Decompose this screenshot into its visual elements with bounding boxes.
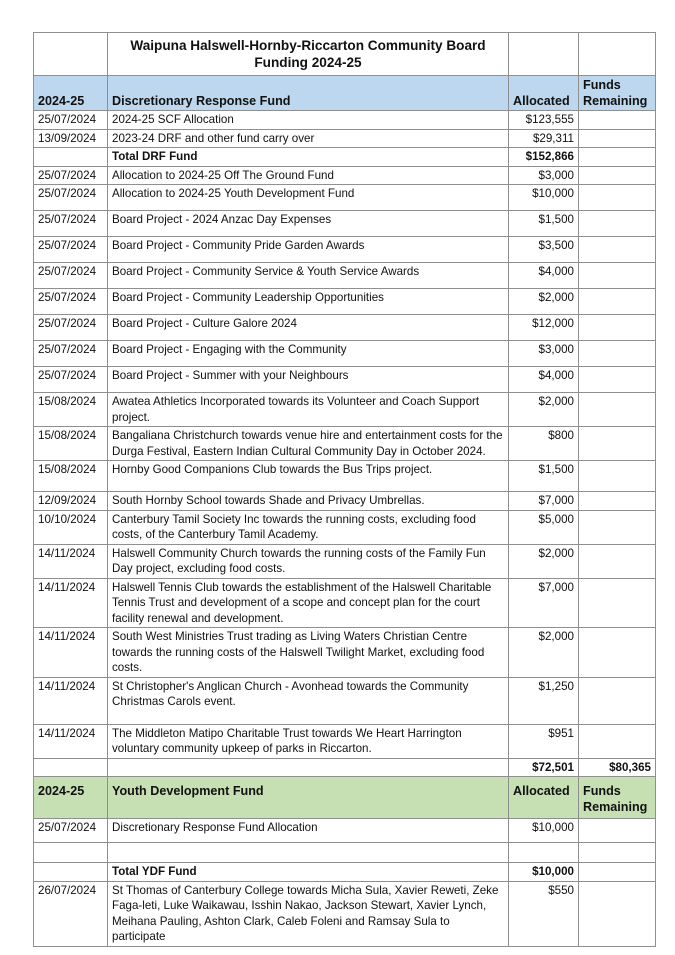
row-amount: $7,000 bbox=[509, 492, 579, 511]
title-line-1: Waipuna Halswell-Hornby-Riccarton Community Board bbox=[130, 38, 486, 53]
row-remaining bbox=[579, 724, 656, 758]
blank-cell bbox=[579, 148, 656, 167]
row-date: 25/07/2024 bbox=[34, 237, 108, 263]
drf-summary-allocated: $72,501 bbox=[509, 758, 579, 777]
blank-cell bbox=[34, 148, 108, 167]
row-remaining bbox=[579, 544, 656, 578]
drf-header-allocated: Allocated bbox=[509, 76, 579, 111]
row-remaining bbox=[579, 427, 656, 461]
blank-cell bbox=[34, 758, 108, 777]
row-description: Halswell Community Church towards the running costs of the Family Fun Day project, excluding food costs. bbox=[108, 544, 509, 578]
row-amount: $1,500 bbox=[509, 211, 579, 237]
row-date: 26/07/2024 bbox=[34, 881, 108, 946]
blank-cell bbox=[34, 843, 108, 863]
row-description: Halswell Tennis Club towards the establishment of the Halswell Charitable Tennis Trust and development of a scope and concept plan for the court facility renewal and development. bbox=[108, 578, 509, 628]
row-description: Hornby Good Companions Club towards the Bus Trips project. bbox=[108, 461, 509, 492]
row-remaining bbox=[579, 237, 656, 263]
blank-cell bbox=[509, 843, 579, 863]
row-amount: $7,000 bbox=[509, 578, 579, 628]
table-row bbox=[34, 289, 656, 315]
drf-header-row bbox=[34, 76, 656, 111]
ydf-total-label: Total YDF Fund bbox=[108, 863, 509, 882]
ydf-header-name: Youth Development Fund bbox=[108, 777, 509, 819]
row-description: The Middleton Matipo Charitable Trust towards We Heart Harrington voluntary community upkeep of parks in Riccarton. bbox=[108, 724, 509, 758]
table-row bbox=[34, 492, 656, 511]
row-amount: $10,000 bbox=[509, 185, 579, 211]
row-date: 14/11/2024 bbox=[34, 544, 108, 578]
page-title bbox=[108, 33, 509, 76]
table-row bbox=[34, 166, 656, 185]
row-amount: $951 bbox=[509, 724, 579, 758]
ydf-header-remaining: Funds Remaining bbox=[579, 777, 656, 819]
row-amount: $3,000 bbox=[509, 166, 579, 185]
blank-cell bbox=[509, 33, 579, 76]
row-date: 10/10/2024 bbox=[34, 510, 108, 544]
row-amount: $1,250 bbox=[509, 677, 579, 724]
row-remaining bbox=[579, 510, 656, 544]
row-description: Canterbury Tamil Society Inc towards the running costs, excluding food costs, of the Canterbury Tamil Academy. bbox=[108, 510, 509, 544]
row-amount: $2,000 bbox=[509, 544, 579, 578]
drf-total-amount: $152,866 bbox=[509, 148, 579, 167]
blank-cell bbox=[108, 843, 509, 863]
row-amount: $2,000 bbox=[509, 289, 579, 315]
table-row bbox=[34, 724, 656, 758]
table-row bbox=[34, 111, 656, 130]
ydf-total-amount: $10,000 bbox=[509, 863, 579, 882]
row-date: 14/11/2024 bbox=[34, 578, 108, 628]
row-remaining bbox=[579, 492, 656, 511]
drf-total-row bbox=[34, 148, 656, 167]
row-amount: $10,000 bbox=[509, 819, 579, 843]
row-date: 14/11/2024 bbox=[34, 724, 108, 758]
table-row bbox=[34, 237, 656, 263]
funding-table bbox=[33, 32, 656, 947]
row-description: St Christopher's Anglican Church - Avonhead towards the Community Christmas Carols event. bbox=[108, 677, 509, 724]
row-description: Board Project - Community Pride Garden Awards bbox=[108, 237, 509, 263]
row-date: 25/07/2024 bbox=[34, 185, 108, 211]
row-remaining bbox=[579, 881, 656, 946]
row-description: St Thomas of Canterbury College towards Micha Sula, Xavier Reweti, Zeke Faga-leti, Luke Waikawau, Isshin Nakao, Jackson Stewart, Xavier Lynch, Meihana Pauling, Ashton Clark, Caleb Foleni and Ramsay Sula to participate bbox=[108, 881, 509, 946]
row-amount: $4,000 bbox=[509, 367, 579, 393]
row-description: Bangaliana Christchurch towards venue hire and entertainment costs for the Durga Festival, Eastern Indian Cultural Community Day in October 2024. bbox=[108, 427, 509, 461]
row-date: 15/08/2024 bbox=[34, 461, 108, 492]
blank-cell bbox=[34, 33, 108, 76]
row-remaining bbox=[579, 289, 656, 315]
table-row bbox=[34, 881, 656, 946]
table-row bbox=[34, 185, 656, 211]
row-remaining bbox=[579, 677, 656, 724]
row-description: South West Ministries Trust trading as Living Waters Christian Centre towards the running costs of the Halswell Twilight Market, excluding food costs. bbox=[108, 628, 509, 678]
drf-header-remaining: Funds Remaining bbox=[579, 76, 656, 111]
row-remaining bbox=[579, 393, 656, 427]
row-date: 14/11/2024 bbox=[34, 628, 108, 678]
row-amount: $4,000 bbox=[509, 263, 579, 289]
row-description: South Hornby School towards Shade and Privacy Umbrellas. bbox=[108, 492, 509, 511]
table-row bbox=[34, 315, 656, 341]
row-date: 14/11/2024 bbox=[34, 677, 108, 724]
blank-cell bbox=[108, 758, 509, 777]
row-amount: $123,555 bbox=[509, 111, 579, 130]
row-description: Board Project - Culture Galore 2024 bbox=[108, 315, 509, 341]
row-amount: $12,000 bbox=[509, 315, 579, 341]
table-row bbox=[34, 367, 656, 393]
table-row bbox=[34, 544, 656, 578]
row-description: 2023-24 DRF and other fund carry over bbox=[108, 129, 509, 148]
ydf-total-row bbox=[34, 863, 656, 882]
blank-cell bbox=[579, 33, 656, 76]
table-row bbox=[34, 578, 656, 628]
row-description: Board Project - Engaging with the Community bbox=[108, 341, 509, 367]
row-date: 25/07/2024 bbox=[34, 819, 108, 843]
row-remaining bbox=[579, 263, 656, 289]
row-date: 25/07/2024 bbox=[34, 263, 108, 289]
row-date: 25/07/2024 bbox=[34, 211, 108, 237]
row-description: Discretionary Response Fund Allocation bbox=[108, 819, 509, 843]
blank-cell bbox=[34, 863, 108, 882]
row-amount: $3,500 bbox=[509, 237, 579, 263]
row-date: 25/07/2024 bbox=[34, 111, 108, 130]
row-description: Board Project - Community Leadership Opportunities bbox=[108, 289, 509, 315]
row-remaining bbox=[579, 578, 656, 628]
row-amount: $1,500 bbox=[509, 461, 579, 492]
drf-summary-remaining: $80,365 bbox=[579, 758, 656, 777]
row-remaining bbox=[579, 628, 656, 678]
row-date: 13/09/2024 bbox=[34, 129, 108, 148]
row-remaining bbox=[579, 185, 656, 211]
row-amount: $550 bbox=[509, 881, 579, 946]
ydf-header-allocated: Allocated bbox=[509, 777, 579, 819]
table-row bbox=[34, 263, 656, 289]
row-remaining bbox=[579, 341, 656, 367]
row-remaining bbox=[579, 315, 656, 341]
table-row bbox=[34, 677, 656, 724]
drf-total-label: Total DRF Fund bbox=[108, 148, 509, 167]
row-amount: $3,000 bbox=[509, 341, 579, 367]
table-row bbox=[34, 341, 656, 367]
row-amount: $29,311 bbox=[509, 129, 579, 148]
row-date: 25/07/2024 bbox=[34, 315, 108, 341]
row-description: Board Project - 2024 Anzac Day Expenses bbox=[108, 211, 509, 237]
row-description: 2024-25 SCF Allocation bbox=[108, 111, 509, 130]
table-row bbox=[34, 427, 656, 461]
row-description: Board Project - Summer with your Neighbours bbox=[108, 367, 509, 393]
empty-row bbox=[34, 843, 656, 863]
drf-summary-row bbox=[34, 758, 656, 777]
row-date: 25/07/2024 bbox=[34, 166, 108, 185]
row-remaining bbox=[579, 819, 656, 843]
row-date: 15/08/2024 bbox=[34, 393, 108, 427]
row-description: Awatea Athletics Incorporated towards its Volunteer and Coach Support project. bbox=[108, 393, 509, 427]
row-amount: $2,000 bbox=[509, 628, 579, 678]
row-description: Board Project - Community Service & Youth Service Awards bbox=[108, 263, 509, 289]
row-remaining bbox=[579, 461, 656, 492]
table-row bbox=[34, 819, 656, 843]
row-date: 25/07/2024 bbox=[34, 289, 108, 315]
table-row bbox=[34, 510, 656, 544]
table-row bbox=[34, 211, 656, 237]
row-remaining bbox=[579, 211, 656, 237]
row-amount: $5,000 bbox=[509, 510, 579, 544]
blank-cell bbox=[579, 863, 656, 882]
row-remaining bbox=[579, 166, 656, 185]
row-remaining bbox=[579, 367, 656, 393]
drf-header-name: Discretionary Response Fund bbox=[108, 76, 509, 111]
ydf-header-row bbox=[34, 777, 656, 819]
row-date: 15/08/2024 bbox=[34, 427, 108, 461]
table-row bbox=[34, 628, 656, 678]
row-date: 12/09/2024 bbox=[34, 492, 108, 511]
row-description: Allocation to 2024-25 Off The Ground Fund bbox=[108, 166, 509, 185]
row-date: 25/07/2024 bbox=[34, 367, 108, 393]
blank-cell bbox=[579, 843, 656, 863]
row-description: Allocation to 2024-25 Youth Development Fund bbox=[108, 185, 509, 211]
row-date: 25/07/2024 bbox=[34, 341, 108, 367]
row-amount: $800 bbox=[509, 427, 579, 461]
table-row bbox=[34, 461, 656, 492]
row-amount: $2,000 bbox=[509, 393, 579, 427]
drf-header-year: 2024-25 bbox=[34, 76, 108, 111]
row-remaining bbox=[579, 111, 656, 130]
row-remaining bbox=[579, 129, 656, 148]
table-row bbox=[34, 129, 656, 148]
title-row bbox=[34, 33, 656, 76]
ydf-header-year: 2024-25 bbox=[34, 777, 108, 819]
title-line-2: Funding 2024-25 bbox=[254, 55, 362, 70]
table-row bbox=[34, 393, 656, 427]
